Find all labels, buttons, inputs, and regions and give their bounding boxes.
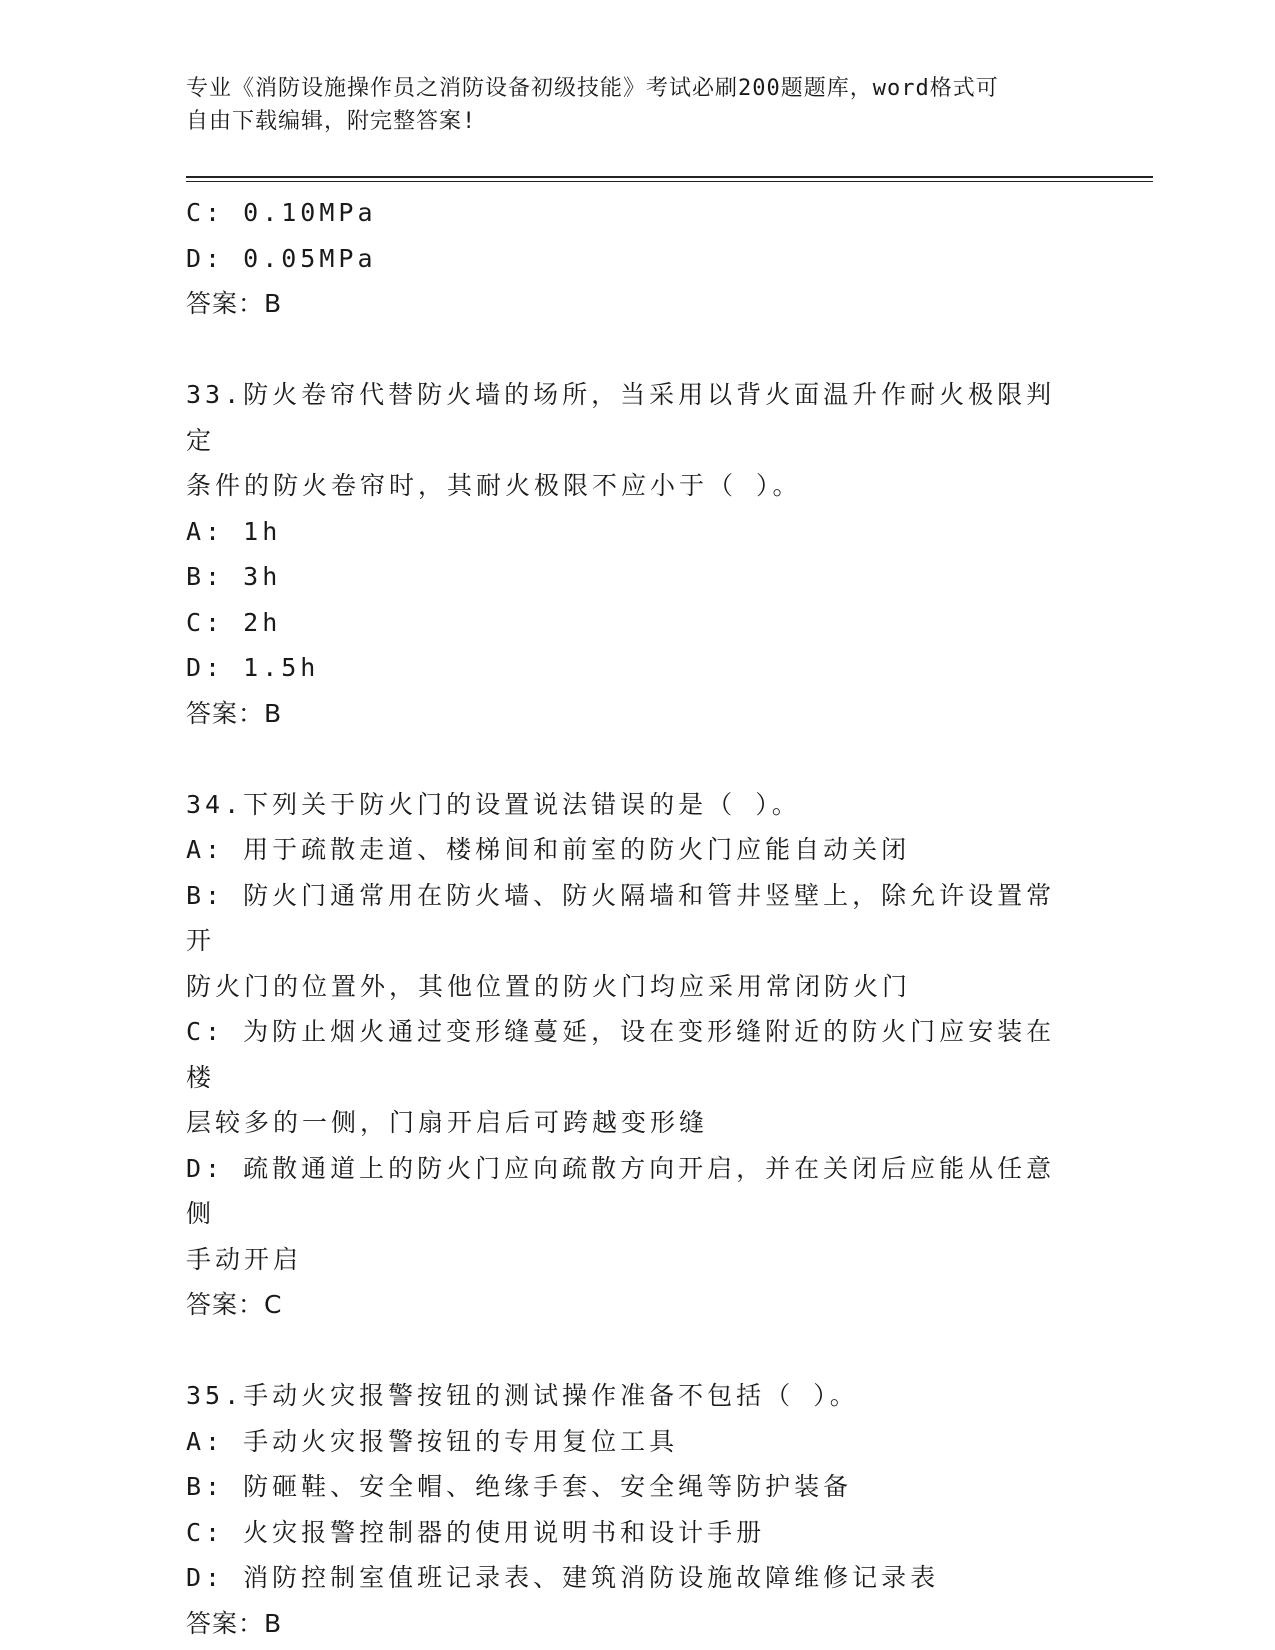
option-d: D: 消防控制室值班记录表、建筑消防设施故障维修记录表 [186, 1563, 940, 1592]
question-stem-line: 34.下列关于防火门的设置说法错误的是（ ）。 [186, 789, 801, 819]
document-header [186, 72, 1066, 138]
answer-label: 答案：C [186, 1290, 283, 1319]
question-35 [186, 1373, 1076, 1646]
question-stem-line: 35.手动火灾报警按钮的测试操作准备不包括（ ）。 [186, 1381, 859, 1410]
option-c: C: 火灾报警控制器的使用说明书和设计手册 [186, 1517, 766, 1547]
question-33 [186, 372, 1076, 736]
header-title-line-2: 自由下载编辑，附完整答案! [186, 109, 477, 134]
question-stem-line: 条件的防火卷帘时，其耐火极限不应小于（ ）。 [186, 471, 802, 500]
question-34 [186, 782, 1076, 1328]
option-b: B: 防火门通常用在防火墙、防火隔墙和管井竖壁上，除允许设置常开 [186, 880, 1056, 955]
option-d-continued: 手动开启 [186, 1244, 303, 1274]
answer-label: 答案：B [186, 1608, 283, 1638]
header-divider-thick [186, 176, 1153, 178]
option-c-continued: 层较多的一侧，门扇开启后可跨越变形缝 [186, 1108, 709, 1137]
option-c: C: 2h [186, 607, 282, 637]
option-b-continued: 防火门的位置外，其他位置的防火门均应采用常闭防火门 [186, 971, 912, 1001]
question-32-continued [186, 190, 1076, 327]
option-b: B: 防砸鞋、安全帽、绝缘手套、安全绳等防护装备 [186, 1472, 853, 1501]
option-b: B: 3h [186, 562, 282, 591]
question-list [186, 190, 1076, 1646]
question-stem-line: 33.防火卷帘代替防火墙的场所，当采用以背火面温升作耐火极限判定 [186, 380, 1056, 455]
option-c: C: 0.10MPa [186, 198, 377, 227]
header-title-line-1: 专业《消防设施操作员之消防设备初级技能》考试必刷200题题库，word格式可 [186, 76, 999, 101]
option-d: D: 0.05MPa [186, 243, 377, 273]
header-divider-thin [186, 181, 1153, 182]
option-a: A: 手动火灾报警按钮的专用复位工具 [186, 1426, 679, 1456]
option-d: D: 疏散通道上的防火门应向疏散方向开启，并在关闭后应能从任意侧 [186, 1153, 1056, 1228]
option-d: D: 1.5h [186, 653, 320, 682]
answer-label: 答案：B [186, 698, 283, 728]
option-a: A: 用于疏散走道、楼梯间和前室的防火门应能自动关闭 [186, 835, 911, 864]
option-a: A: 1h [186, 516, 282, 546]
option-c: C: 为防止烟火通过变形缝蔓延，设在变形缝附近的防火门应安装在楼 [186, 1017, 1056, 1092]
answer-label: 答案：B [186, 289, 283, 318]
